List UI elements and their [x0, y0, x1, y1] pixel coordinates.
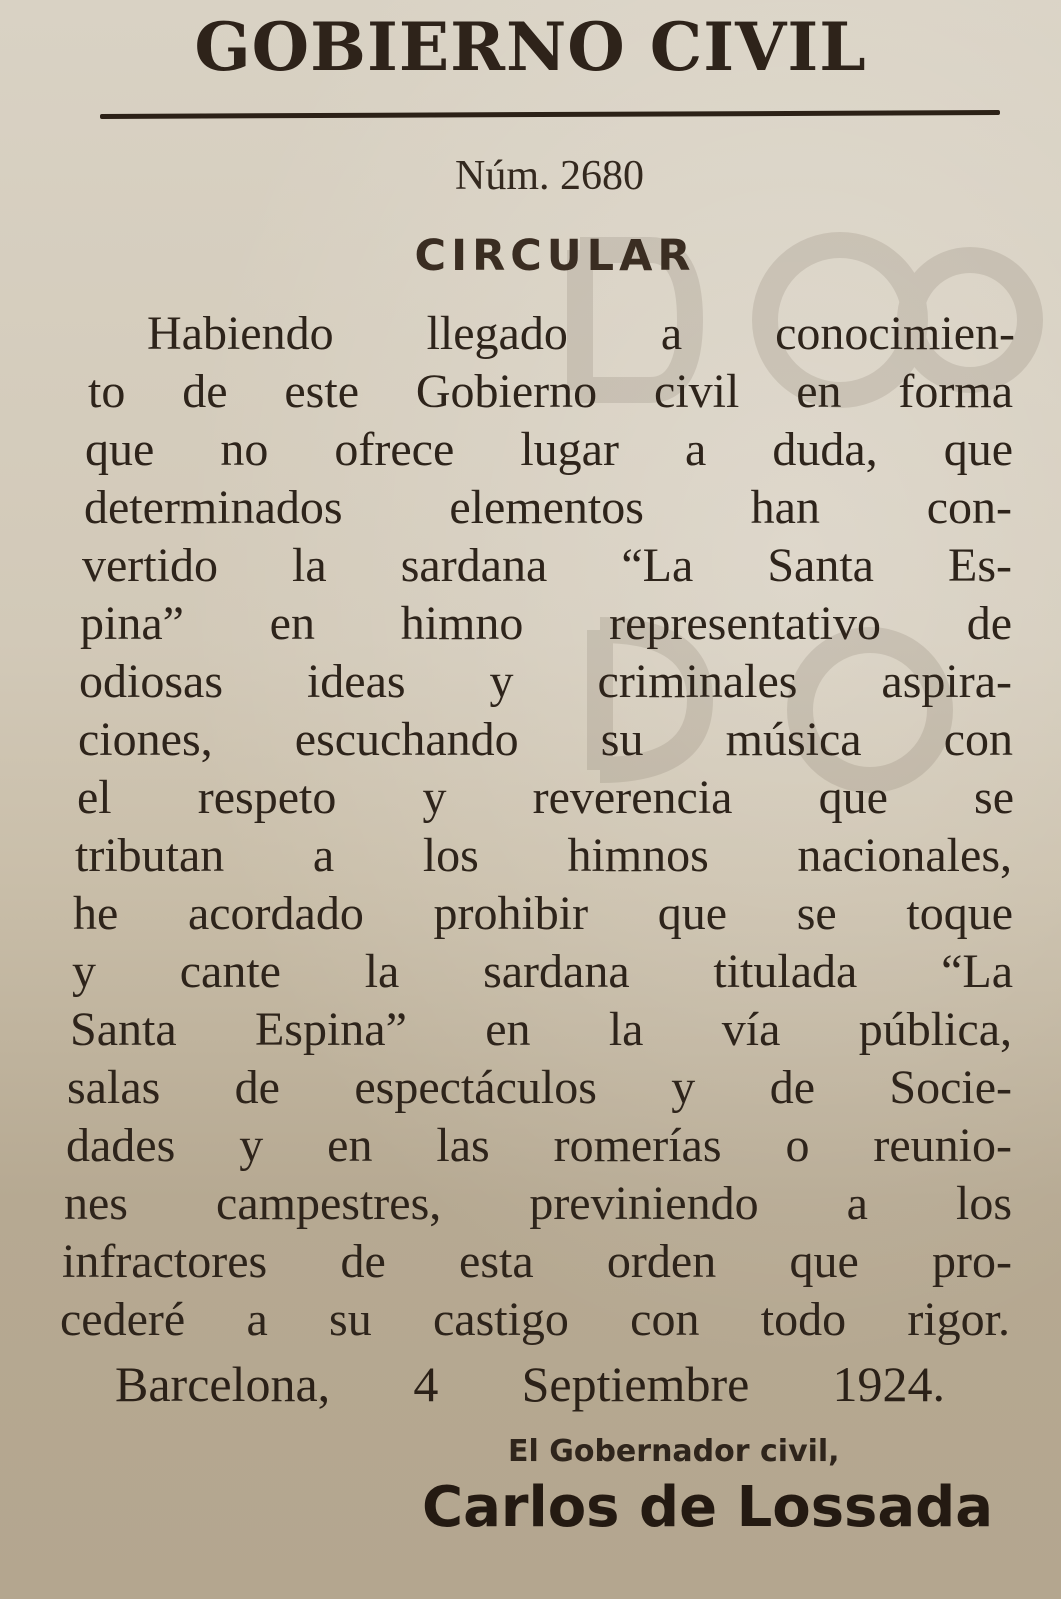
body-line: cederé a su castigo con todo rigor.	[60, 1293, 1010, 1346]
body-line: ciones, escuchando su música con	[78, 713, 1013, 766]
masthead-rule	[100, 110, 1000, 119]
body-line: nes campestres, previniendo a los	[64, 1177, 1012, 1230]
body-line: pina” en himno representativo de	[80, 597, 1012, 650]
body-line: dades y en las romerías o reunio-	[66, 1119, 1012, 1172]
notice-heading: CIRCULAR	[414, 231, 696, 281]
body-line: tributan a los himnos nacionales,	[75, 829, 1012, 882]
body-line: odiosas ideas y criminales aspira-	[79, 655, 1012, 708]
signer-name: Carlos de Lossada	[422, 1475, 994, 1540]
body-line: Santa Espina” en la vía pública,	[70, 1003, 1012, 1056]
signer-title: El Gobernador civil,	[508, 1434, 840, 1469]
body-line: que no ofrece lugar a duda, que	[85, 423, 1013, 476]
notice-number: Núm. 2680	[455, 153, 644, 199]
body-line: el respeto y reverencia que se	[77, 771, 1014, 824]
place-and-date: Barcelona, 4 Septiembre 1924.	[115, 1356, 945, 1412]
body-line: to de este Gobierno civil en forma	[88, 365, 1013, 418]
circular-body	[0, 305, 1061, 1365]
body-line: y cante la sardana titulada “La	[72, 945, 1013, 998]
body-line: determinados elementos han con-	[84, 481, 1012, 534]
body-line: infractores de esta orden que pro-	[62, 1235, 1012, 1288]
body-line: vertido la sardana “La Santa Es-	[82, 539, 1012, 592]
body-line: he acordado prohibir que se toque	[73, 887, 1013, 940]
body-line: Habiendo llegado a conocimien-	[147, 307, 1015, 360]
body-line: salas de espectáculos y de Socie-	[67, 1061, 1012, 1114]
masthead-title: GOBIERNO CIVIL	[194, 8, 867, 86]
